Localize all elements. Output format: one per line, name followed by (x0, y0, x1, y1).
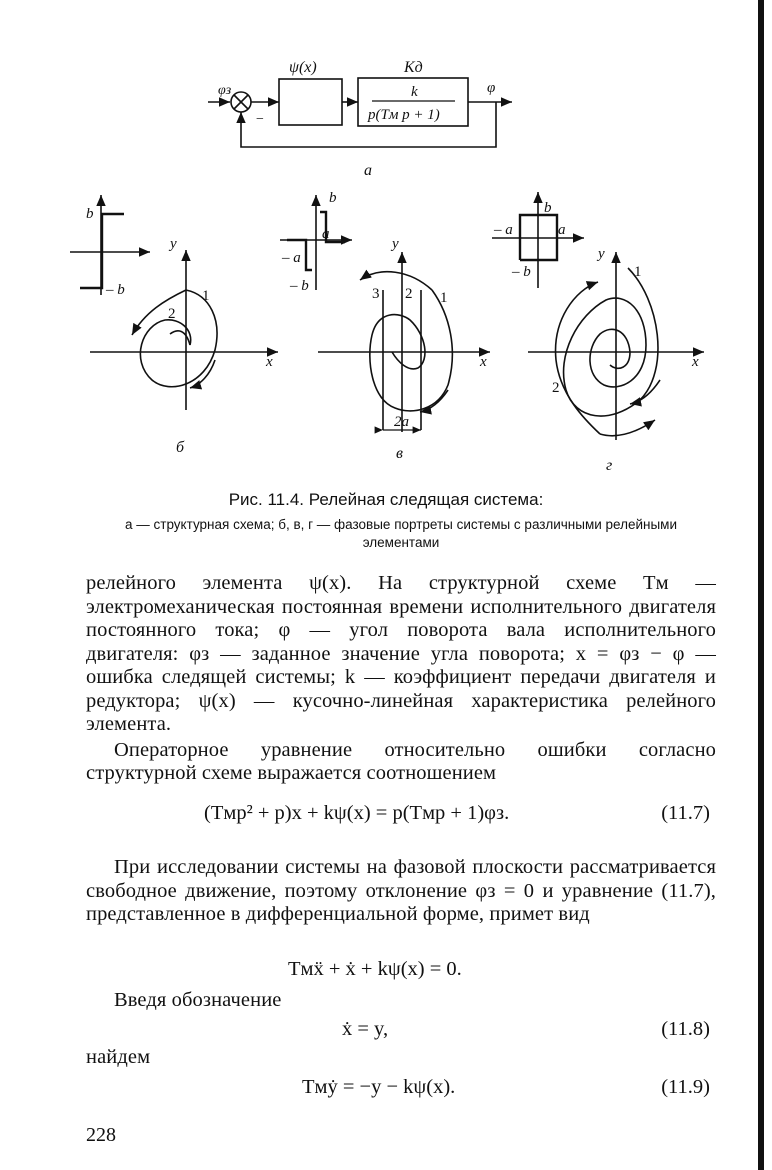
v-label-minus-a: – a (282, 250, 301, 266)
tf-denominator: p(Tм p + 1) (368, 107, 440, 123)
paragraph-3: При исследовании системы на фазовой плоскости рассматривается свободное движение, поэтому отклонение φз = 0 и уравнение (11.7), представленное в дифференциальной форме, примет вид (86, 856, 716, 925)
equation-11-9: Tмẏ = −y − kψ(x). (302, 1076, 456, 1098)
figure-caption-title: Рис. 11.4. Релейная следящая система: (228, 490, 544, 509)
minus-sign: − (256, 112, 264, 127)
equation-11-7: (Tмp² + p)x + kψ(x) = p(Tмp + 1)φз. (204, 802, 510, 824)
paragraph-1: релейного элемента ψ(x). На структурной схеме Tм — электромеханическая постоянная времени исполнительного двигателя постоянного тока; φ — угол поворота вала исполнительного двигателя: φз — заданное значение угла поворота; x = φз − φ — ошибка следящей системы; k — коэффициент передачи двигателя и редуктора; ψ(x) — кусочно-линейная характеристика релейного элемента. (86, 572, 716, 735)
v-traj-3: 3 (372, 286, 380, 302)
g-x-axis: x (692, 354, 699, 370)
v-label-a: a (322, 226, 330, 242)
g-label-minus-b: – b (512, 264, 531, 280)
equation-11-8-number: (11.8) (661, 1018, 710, 1040)
b-x-axis: x (266, 354, 273, 370)
body-text-3 (86, 989, 716, 1013)
v-y-axis: y (392, 236, 399, 252)
portrait-b (70, 195, 278, 410)
g-traj-1: 1 (634, 264, 642, 280)
g-label-a: a (558, 222, 566, 238)
g-y-axis: y (598, 246, 605, 262)
input-label: φз (218, 83, 232, 98)
v-traj-2: 2 (405, 286, 413, 302)
sublabel-g: г (606, 457, 613, 474)
body-text-2 (86, 856, 716, 927)
page-number: 228 (86, 1124, 116, 1146)
paragraph-4: Введя обозначение (114, 989, 282, 1011)
sublabel-b: б (176, 439, 185, 456)
v-label-b: b (329, 190, 337, 206)
g-label-b: b (544, 200, 552, 216)
v-x-axis: x (480, 354, 487, 370)
v-width-label: 2a (394, 414, 409, 430)
figure-11-4 (0, 0, 772, 480)
portrait-g (492, 192, 704, 440)
g-traj-2: 2 (552, 380, 560, 396)
relay-block (279, 79, 342, 125)
tf-numerator: k (411, 84, 418, 100)
sublabel-a: а (364, 162, 372, 179)
v-traj-1: 1 (440, 290, 448, 306)
body-text-4 (86, 1046, 716, 1070)
b-label-b: b (86, 206, 94, 222)
v-label-minus-b: – b (290, 278, 309, 294)
sublabel-v: в (396, 445, 403, 462)
output-label: φ (487, 80, 496, 96)
equation-differential: Tмẍ + ẋ + kψ(x) = 0. (288, 958, 462, 980)
b-traj-1: 1 (202, 288, 210, 304)
paragraph-2: Операторное уравнение относительно ошибки согласно структурной схеме выражается соотношением (86, 738, 716, 784)
equation-11-7-number: (11.7) (661, 802, 710, 824)
b-y-axis: y (170, 236, 177, 252)
figure-caption-description: а — структурная схема; б, в, г — фазовые портреты системы с различными релейными элементами (125, 517, 677, 550)
block-diagram (208, 78, 512, 147)
b-label-minus-b: – b (106, 282, 125, 298)
equation-11-8: ẋ = y, (342, 1018, 389, 1040)
b-traj-2: 2 (168, 306, 176, 322)
equation-11-9-number: (11.9) (661, 1076, 710, 1098)
g-label-minus-a: – a (494, 222, 513, 238)
block1-label: ψ(x) (289, 59, 317, 76)
block2-label: Kд (404, 59, 423, 76)
paragraph-5: найдем (86, 1046, 151, 1068)
body-text (86, 572, 716, 786)
portrait-v (280, 195, 490, 432)
